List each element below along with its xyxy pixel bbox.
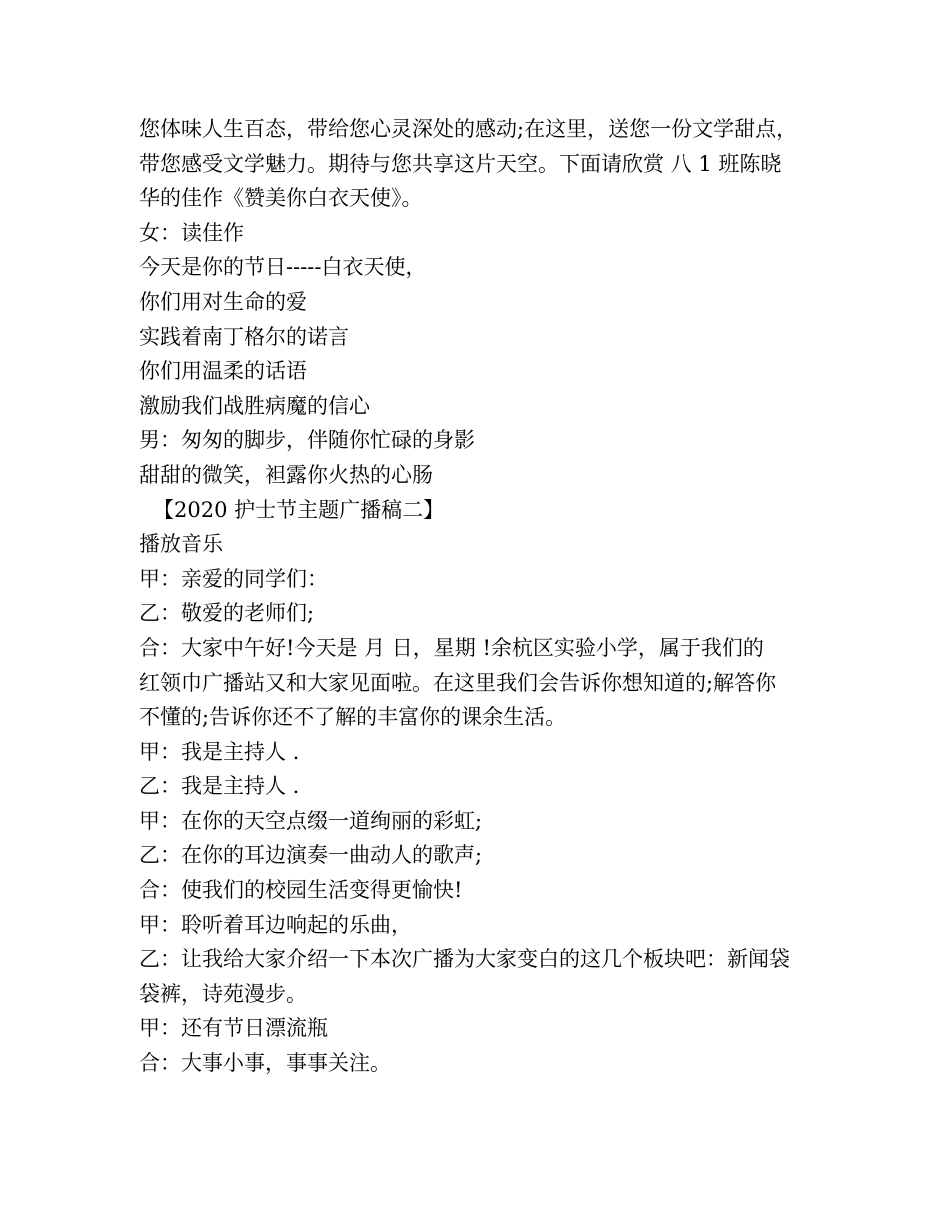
text-line: 红领巾广播站又和大家见面啦。在这里我们会告诉你想知道的;解答你 <box>139 670 777 695</box>
text-line: 实践着南丁格尔的诺言 <box>139 324 349 349</box>
text-line: 乙：敬爱的老师们; <box>139 601 315 626</box>
text-line: 合：大事小事，事事关注。 <box>139 1051 391 1076</box>
text-line: 合：大家中午好!今天是 月 日，星期 !余杭区实验小学，属于我们的 <box>139 635 764 660</box>
text-line: 您体味人生百态，带给您心灵深处的感动;在这里，送您一份文学甜点， <box>139 117 798 141</box>
text-line: 女：读佳作 <box>139 220 244 245</box>
text-line: 合：使我们的校园生活变得更愉快! <box>139 878 463 903</box>
document-body <box>139 112 839 1081</box>
text-line: 乙：我是主持人 . <box>139 774 300 799</box>
text-line: 不懂的;告诉你还不了解的丰富你的课余生活。 <box>139 705 567 730</box>
text-line: 甲：聆听着耳边响起的乐曲， <box>139 912 412 937</box>
text-line: 甜甜的微笑，袒露你火热的心肠 <box>139 462 433 487</box>
text-line: 甲：我是主持人 . <box>139 739 300 764</box>
text-line: 带您感受文学魅力。期待与您共享这片天空。下面请欣赏 八 1 班陈晓 <box>139 151 782 176</box>
text-line: 乙：在你的耳边演奏一曲动人的歌声; <box>139 843 483 868</box>
text-line: 华的佳作《赞美你白衣天使》。 <box>139 186 423 211</box>
text-line: 甲：在你的天空点缀一道绚丽的彩虹; <box>139 808 483 833</box>
section-heading: 【2020 护士节主题广播稿二】 <box>153 497 445 522</box>
text-line: 甲：还有节日漂流瓶 <box>139 1016 328 1041</box>
text-line: 今天是你的节日-----白衣天使， <box>139 255 427 280</box>
text-line: 播放音乐 <box>139 532 223 557</box>
text-line: 乙：让我给大家介绍一下本次广播为大家变白的这几个板块吧：新闻袋 <box>139 947 790 972</box>
text-line: 你们用对生命的爱 <box>139 289 307 314</box>
text-line: 你们用温柔的话语 <box>139 359 307 384</box>
text-line: 袋裤，诗苑漫步。 <box>139 981 307 1006</box>
text-line: 激励我们战胜病魔的信心 <box>139 393 370 418</box>
text-line: 男：匆匆的脚步，伴随你忙碌的身影 <box>139 428 475 453</box>
text-line: 甲：亲爱的同学们： <box>139 566 328 591</box>
